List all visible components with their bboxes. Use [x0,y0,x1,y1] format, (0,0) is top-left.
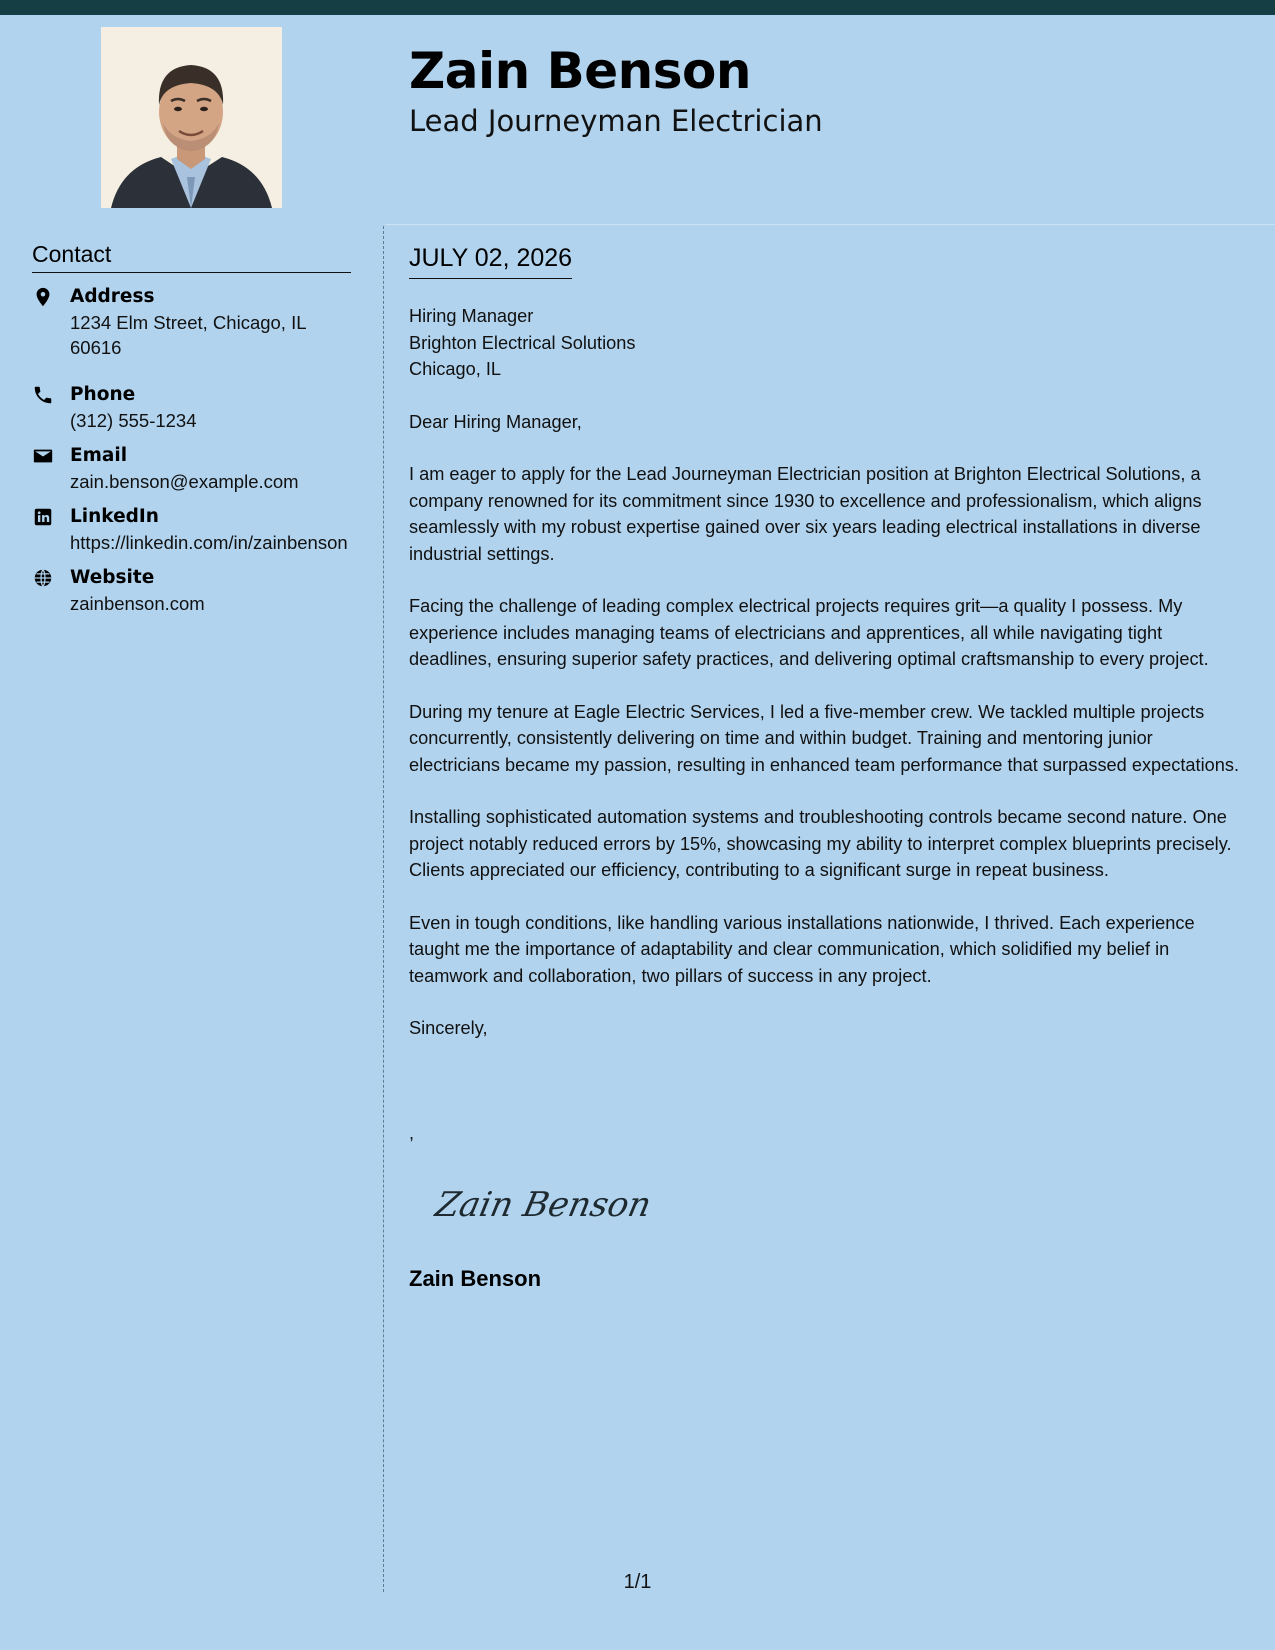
contact-heading: Contact [32,241,351,273]
letter-paragraph: Even in tough conditions, like handling various installations nationwide, I thrived. Each experience taught me the importance of adaptability and clear communication, which solidified my belief in teamwork and collaboration, two pillars of success in any project. [409,912,1195,986]
recipient-block [409,303,1244,383]
contact-email [32,443,352,494]
address-value: 1234 Elm Street, Chicago, IL 60616 [70,312,306,358]
email-value[interactable]: zain.benson@example.com [70,471,299,492]
globe-icon [32,567,54,589]
recipient-name: Hiring Manager [409,306,534,326]
contact-phone [32,382,352,433]
phone-icon [32,384,54,406]
header-divider [385,224,1275,225]
page-number: 1/1 [623,1571,652,1593]
top-accent-bar [0,0,1275,15]
contact-label: Phone [70,384,136,405]
contact-label: Email [70,445,128,466]
salutation: Dear Hiring Manager, [409,411,582,432]
column-divider [383,226,384,1592]
recipient-company: Brighton Electrical Solutions [409,332,636,353]
contact-linkedin [32,504,352,555]
linkedin-icon [32,506,54,528]
envelope-icon [32,445,54,467]
map-pin-icon [32,286,54,308]
closing-comma: , [409,1123,415,1143]
letter-body [409,303,1244,1068]
letter-paragraph: Facing the challenge of leading complex electrical projects requires grit—a quality I possess. My experience includes managing teams of electricians and apprentices, all while navigating tight deadlines, ensuring superior safety practices, and delivering optimal craftsmanship to every project. [409,596,1209,669]
recipient-location: Chicago, IL [409,359,502,379]
contact-address [32,284,352,360]
contact-list [32,284,352,616]
linkedin-value[interactable]: https://linkedin.com/in/zainbenson [70,532,348,553]
contact-label: LinkedIn [70,506,159,527]
profile-photo [101,27,282,208]
contact-label: Website [70,567,155,588]
contact-website [32,565,352,616]
website-value[interactable]: zainbenson.com [70,593,205,614]
handwritten-signature [432,1178,655,1233]
letter-date: JULY 02, 2026 [409,244,572,279]
closing: Sincerely, [409,1018,488,1038]
letter-paragraph: I am eager to apply for the Lead Journeyman Electrician position at Brighton Electrical Solutions, a company renowned for its commitment since 1930 to excellence and professionalism, which aligns seamlessly with my robust expertise gained over six years leading electrical installations in diverse industrial settings. [409,464,1202,564]
letter-paragraph: During my tenure at Eagle Electric Services, I led a five-member crew. We tackled multiple projects concurrently, consistently delivering on time and within budget. Training and mentoring junior electricians became my passion, resulting in enhanced team performance that surpassed expectations. [409,701,1240,775]
signer-name: Zain Benson [409,1266,542,1291]
candidate-job-title: Lead Journeyman Electrician [409,104,823,138]
letter-paragraph: Installing sophisticated automation systems and troubleshooting controls became second nature. One project notably reduced errors by 15%, showcasing my ability to interpret complex blueprints precisely. Clients appreciated our efficiency, contributing to a significant surge in repeat business. [409,807,1232,880]
signature-text: Zain Benson [432,1185,655,1225]
phone-value[interactable]: (312) 555-1234 [70,410,197,431]
contact-label: Address [70,286,155,307]
candidate-name: Zain Benson [409,42,751,100]
